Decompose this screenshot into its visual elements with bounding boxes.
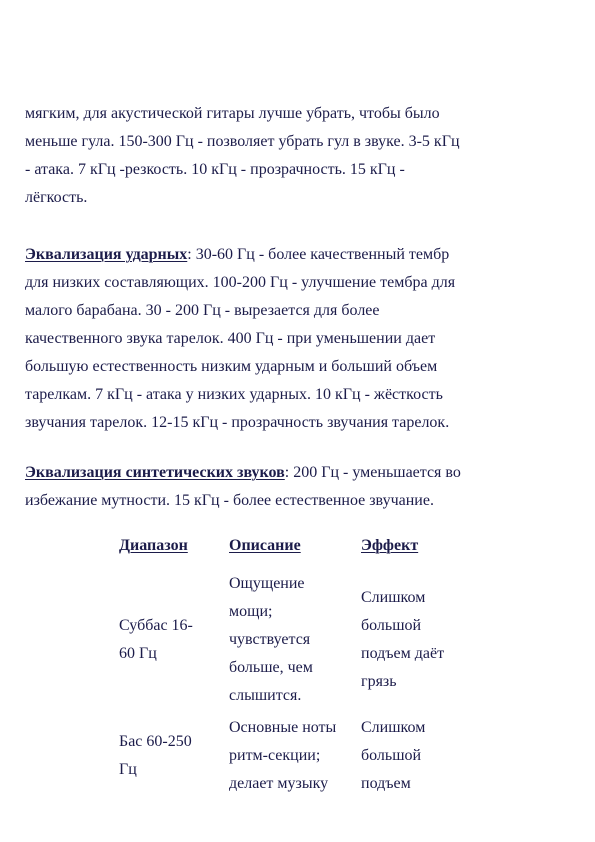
text-line: качественного звука тарелок. 400 Гц - при уменьшении дает xyxy=(25,330,436,347)
text-line: для низких составляющих. 100-200 Гц - улучшение тембра для xyxy=(25,274,456,291)
text-line: звучания тарелок. 12-15 кГц - прозрачность звучания тарелок. xyxy=(25,414,450,431)
text-line xyxy=(25,459,575,487)
cell-effect xyxy=(359,714,483,798)
cell-text: Слишком xyxy=(361,719,426,736)
column-header-effect: Эффект xyxy=(361,537,419,554)
cell-text: большой xyxy=(361,747,422,764)
cell-text: Основные ноты xyxy=(229,719,337,736)
drums-eq-heading: Эквализация ударных xyxy=(25,246,188,263)
frequency-range-table xyxy=(117,532,483,798)
cell-text: 60 Гц xyxy=(119,645,157,662)
cell-text: Гц xyxy=(119,761,137,778)
cell-effect xyxy=(359,566,483,714)
cell-text: мощи; xyxy=(229,603,273,620)
cell-text: подъем xyxy=(361,775,411,792)
text-line: большую естественность низким ударным и больший объем xyxy=(25,358,438,375)
cell-text: больше, чем xyxy=(229,659,313,676)
cell-text: чувствуется xyxy=(229,631,311,648)
cell-text: подъем даёт xyxy=(361,645,445,662)
column-header-range: Диапазон xyxy=(119,537,188,554)
text-line: лёгкость. xyxy=(25,189,88,206)
table-row xyxy=(117,714,483,798)
cell-range xyxy=(117,714,227,798)
cell-text: Бас 60-250 xyxy=(119,733,192,750)
text-line xyxy=(25,241,575,269)
cell-text: грязь xyxy=(361,673,397,690)
table-row xyxy=(117,566,483,714)
synth-eq-intro: : 200 Гц - уменьшается во xyxy=(284,464,461,481)
column-header-description: Описание xyxy=(229,537,301,554)
cell-text: слышится. xyxy=(229,687,302,704)
text-line: избежание мутности. 15 кГц - более естественное звучание. xyxy=(25,492,434,509)
cell-text: делает музыку xyxy=(229,775,329,792)
text-line: тарелкам. 7 кГц - атака у низких ударных. 10 кГц - жёсткость xyxy=(25,386,443,403)
cell-text: ритм-секции; xyxy=(229,747,321,764)
cell-text: Ощущение xyxy=(229,575,305,592)
text-line: - атака. 7 кГц -резкость. 10 кГц - прозрачность. 15 кГц - xyxy=(25,161,405,178)
cell-description xyxy=(227,714,359,798)
synth-eq-heading: Эквализация синтетических звуков xyxy=(25,464,285,481)
paragraph-synth-eq xyxy=(25,459,575,515)
cell-description xyxy=(227,566,359,714)
text-line: мягким, для акустической гитары лучше убрать, чтобы было xyxy=(25,105,440,122)
paragraph-guitar-eq xyxy=(25,100,575,212)
paragraph-drums-eq xyxy=(25,241,575,437)
text-line: малого барабана. 30 - 200 Гц - вырезается для более xyxy=(25,302,380,319)
cell-text: Суббас 16- xyxy=(119,617,193,634)
table-header-row xyxy=(117,532,483,566)
drums-eq-intro: : 30-60 Гц - более качественный тембр xyxy=(187,246,450,263)
cell-text: Слишком xyxy=(361,589,426,606)
cell-range xyxy=(117,566,227,714)
text-line: меньше гула. 150-300 Гц - позволяет убрать гул в звуке. 3-5 кГц xyxy=(25,133,460,150)
cell-text: большой xyxy=(361,617,422,634)
